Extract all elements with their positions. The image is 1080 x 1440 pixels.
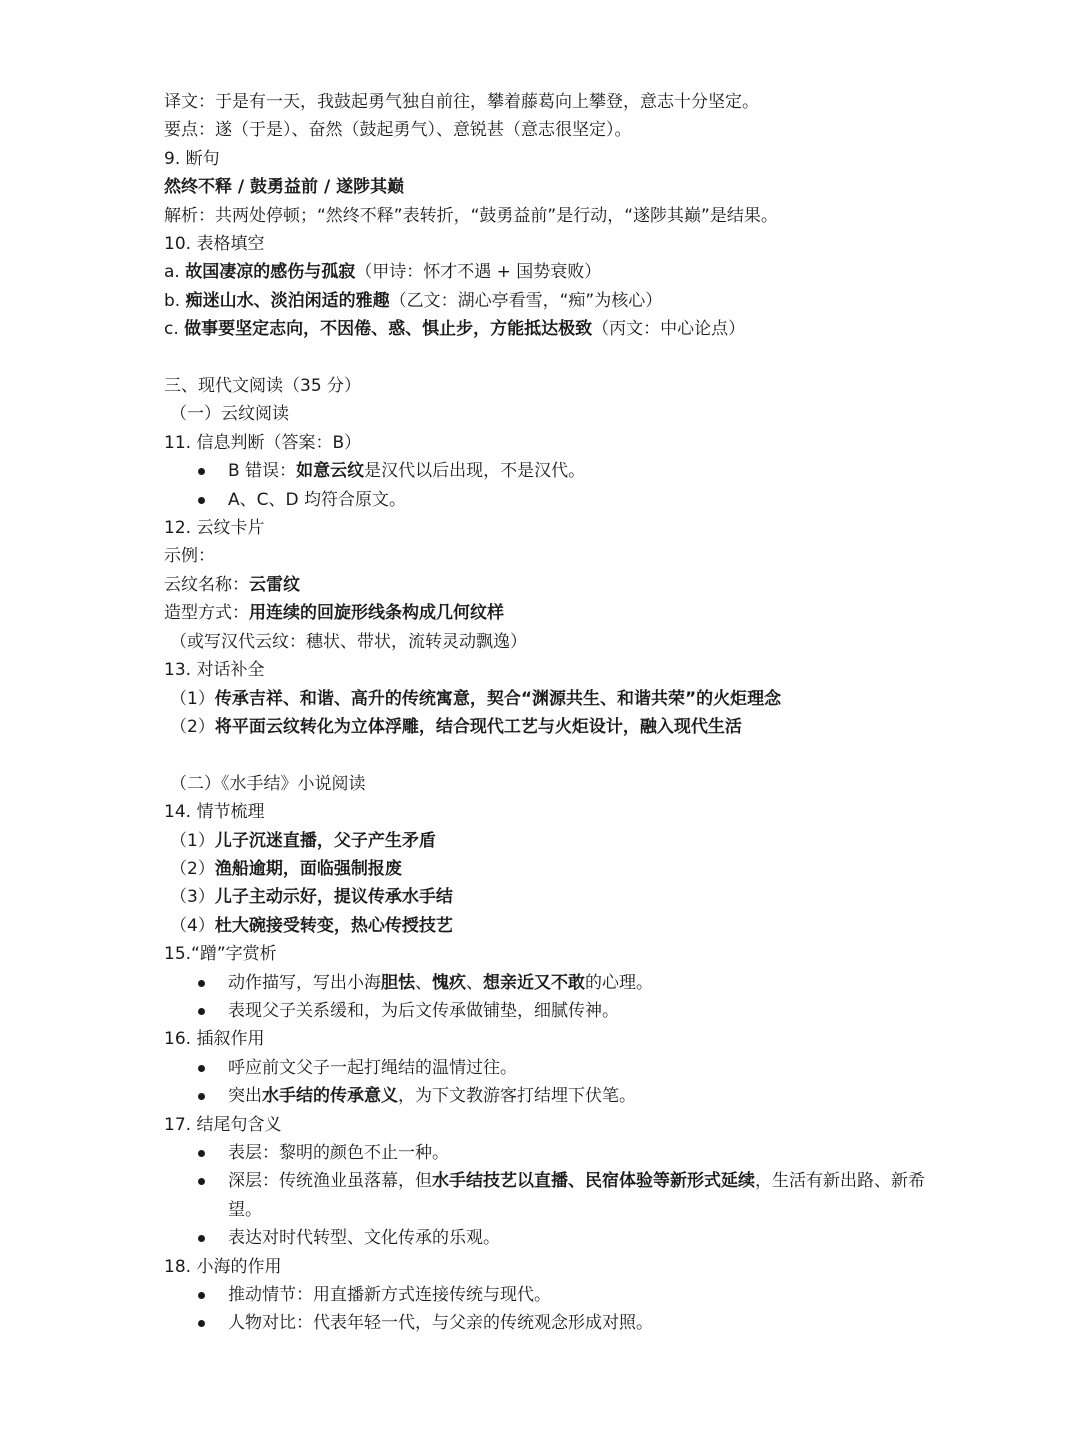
bullet-item bbox=[164, 486, 934, 514]
text-line bbox=[164, 429, 934, 457]
text-segment: 人物对比：代表年轻一代，与父亲的传统观念形成对照。 bbox=[228, 1313, 653, 1334]
text-segment: ，生活有新出路、新希望。 bbox=[228, 1171, 925, 1220]
text-line bbox=[164, 202, 934, 230]
text-line bbox=[164, 315, 934, 343]
bold-answer-text: 想亲近又不敢 bbox=[483, 972, 585, 993]
text-segment: 呼应前文父子一起打绳结的温情过往。 bbox=[228, 1057, 517, 1078]
bullet-item bbox=[164, 1224, 934, 1252]
text-line bbox=[164, 372, 934, 400]
bullet-dot-icon bbox=[198, 1093, 205, 1100]
bold-answer-text: 渔船逾期，面临强制报废 bbox=[214, 858, 402, 879]
text-line bbox=[164, 883, 934, 911]
bullet-item bbox=[164, 997, 934, 1025]
text-segment: 深层：传统渔业虽落幕，但 bbox=[228, 1171, 432, 1192]
text-line bbox=[164, 628, 934, 656]
bullet-dot-icon bbox=[198, 1150, 205, 1157]
text-line bbox=[164, 912, 934, 940]
text-segment: a. bbox=[164, 262, 186, 283]
bold-answer-text: 云雷纹 bbox=[249, 574, 300, 595]
text-segment: 译文：于是有一天，我鼓起勇气独自前往，攀着藤葛向上攀登，意志十分坚定。 bbox=[164, 92, 759, 112]
text-segment: ，为下文教游客打结埋下伏笔。 bbox=[398, 1086, 636, 1107]
text-segment: 的心理。 bbox=[585, 972, 653, 993]
bold-answer-text: 做事要坚定志向，不因倦、惑、惧止步，方能抵达极致 bbox=[184, 319, 593, 340]
bullet-text bbox=[228, 1224, 934, 1252]
text-segment: b. bbox=[164, 290, 186, 311]
bold-answer-text: 将平面云纹转化为立体浮雕，结合现代工艺与火炬设计，融入现代生活 bbox=[214, 716, 742, 737]
text-segment: （1） bbox=[170, 688, 215, 709]
text-line bbox=[164, 542, 934, 570]
text-segment: （一）云纹阅读 bbox=[170, 404, 289, 425]
text-segment: （甲诗：怀才不遇 + 国势衰败） bbox=[355, 262, 602, 283]
text-line bbox=[164, 1253, 934, 1281]
text-segment: 动作描写，写出小海 bbox=[228, 972, 381, 993]
bullet-text bbox=[228, 1309, 934, 1337]
bold-answer-text: 如意云纹 bbox=[296, 461, 365, 482]
text-segment: （乙文：湖心亭看雪，“痴”为核心） bbox=[389, 290, 663, 311]
text-line bbox=[164, 1025, 934, 1053]
blank-line bbox=[164, 741, 934, 769]
bullet-text bbox=[228, 486, 934, 514]
text-segment: 、 bbox=[466, 972, 483, 993]
text-segment: （2） bbox=[170, 716, 215, 737]
text-segment: 11. 信息判断（答案：B） bbox=[164, 432, 362, 453]
text-segment: 三、现代文阅读（35 分） bbox=[164, 376, 362, 397]
bullet-item bbox=[164, 1054, 934, 1082]
text-segment: 12. 云纹卡片 bbox=[164, 518, 265, 539]
text-segment: 表现父子关系缓和，为后文传承做铺垫，细腻传神。 bbox=[228, 1000, 619, 1021]
answer-sheet-content bbox=[164, 88, 934, 1338]
text-segment: 18. 小海的作用 bbox=[164, 1256, 282, 1277]
bullet-text bbox=[228, 997, 934, 1025]
bullet-item bbox=[164, 1281, 934, 1309]
bold-answer-text: 胆怯 bbox=[381, 972, 415, 993]
text-line bbox=[164, 599, 934, 627]
text-segment: 、 bbox=[415, 972, 432, 993]
text-line bbox=[164, 400, 934, 428]
text-segment: 9. 断句 bbox=[164, 148, 220, 169]
text-line bbox=[164, 855, 934, 883]
bullet-dot-icon bbox=[198, 980, 205, 987]
text-line bbox=[164, 514, 934, 542]
text-segment: 15.“蹭”字赏析 bbox=[164, 944, 277, 965]
text-line bbox=[164, 173, 934, 201]
text-segment: （1） bbox=[170, 830, 215, 851]
bold-answer-text: 水手结技艺以直播、民宿体验等新形式延续 bbox=[432, 1171, 755, 1192]
bold-answer-text: 传承吉祥、和谐、高升的传统寓意，契合“渊源共生、和谐共荣”的火炬理念 bbox=[214, 688, 782, 709]
text-line bbox=[164, 798, 934, 826]
bold-answer-text: 杜大碗接受转变，热心传授技艺 bbox=[214, 915, 453, 936]
bullet-item bbox=[164, 457, 934, 485]
bullet-dot-icon bbox=[198, 1178, 205, 1185]
text-segment: （3） bbox=[170, 887, 215, 908]
text-segment: 16. 插叙作用 bbox=[164, 1029, 265, 1050]
bullet-text bbox=[228, 1139, 934, 1167]
bullet-text bbox=[228, 1054, 934, 1082]
text-line bbox=[164, 770, 934, 798]
text-line bbox=[164, 656, 934, 684]
bullet-dot-icon bbox=[198, 468, 205, 475]
text-line bbox=[164, 685, 934, 713]
bullet-text bbox=[228, 1167, 934, 1224]
bullet-text bbox=[228, 969, 934, 997]
text-segment: 14. 情节梳理 bbox=[164, 802, 265, 823]
text-segment: 表达对时代转型、文化传承的乐观。 bbox=[228, 1228, 500, 1249]
text-segment: 推动情节：用直播新方式连接传统与现代。 bbox=[228, 1285, 551, 1306]
text-segment: （或写汉代云纹：穗状、带状，流转灵动飘逸） bbox=[170, 631, 527, 652]
bold-answer-text: 故国凄凉的感伤与孤寂 bbox=[185, 262, 356, 283]
bullet-item bbox=[164, 1139, 934, 1167]
text-line bbox=[164, 940, 934, 968]
text-segment: 17. 结尾句含义 bbox=[164, 1114, 282, 1135]
text-line bbox=[164, 287, 934, 315]
text-segment: A、C、D 均符合原文。 bbox=[228, 489, 406, 510]
text-segment: 10. 表格填空 bbox=[164, 234, 265, 255]
text-line bbox=[164, 571, 934, 599]
text-segment: 云纹名称： bbox=[164, 574, 249, 595]
bold-answer-text: 儿子主动示好，提议传承水手结 bbox=[214, 887, 453, 908]
blank-line bbox=[164, 344, 934, 372]
text-segment: （4） bbox=[170, 915, 215, 936]
text-segment: 突出 bbox=[228, 1086, 262, 1107]
text-line bbox=[164, 230, 934, 258]
text-segment: 13. 对话补全 bbox=[164, 660, 265, 681]
text-segment: 示例： bbox=[164, 546, 215, 567]
bold-answer-text: 水手结的传承意义 bbox=[262, 1086, 398, 1107]
text-segment: （丙文：中心论点） bbox=[592, 319, 746, 340]
bullet-dot-icon bbox=[198, 1320, 205, 1327]
text-segment: B 错误： bbox=[228, 461, 297, 482]
text-line bbox=[164, 258, 934, 286]
text-line bbox=[164, 116, 934, 144]
text-line bbox=[164, 713, 934, 741]
text-segment: （二）《水手结》小说阅读 bbox=[170, 773, 366, 794]
text-line bbox=[164, 145, 934, 173]
bullet-dot-icon bbox=[198, 497, 205, 504]
text-segment: 解析：共两处停顿；“然终不释”表转折，“鼓勇益前”是行动，“遂陟其巅”是结果。 bbox=[164, 205, 778, 226]
bullet-text bbox=[228, 457, 934, 485]
text-segment: 是汉代以后出现，不是汉代。 bbox=[364, 461, 586, 482]
bullet-item bbox=[164, 1082, 934, 1110]
text-segment: 造型方式： bbox=[164, 603, 249, 624]
bold-answer-text: 愧疚 bbox=[432, 972, 466, 993]
bold-answer-text: 用连续的回旋形线条构成几何纹样 bbox=[249, 603, 504, 624]
text-segment: （2） bbox=[170, 858, 215, 879]
bold-answer-text: 儿子沉迷直播，父子产生矛盾 bbox=[214, 830, 436, 851]
bullet-dot-icon bbox=[198, 1235, 205, 1242]
text-line bbox=[164, 88, 934, 116]
bullet-item bbox=[164, 969, 934, 997]
text-segment: 要点：遂（于是）、奋然（鼓起勇气）、意锐甚（意志很坚定）。 bbox=[164, 120, 632, 141]
bullet-item bbox=[164, 1167, 934, 1224]
bullet-dot-icon bbox=[198, 1065, 205, 1072]
text-segment: c. bbox=[164, 319, 185, 340]
bullet-dot-icon bbox=[198, 1292, 205, 1299]
text-segment: 表层：黎明的颜色不止一种。 bbox=[228, 1143, 449, 1163]
bullet-text bbox=[228, 1281, 934, 1309]
bold-answer-text: 痴迷山水、淡泊闲适的雅趣 bbox=[185, 290, 390, 311]
bullet-text bbox=[228, 1082, 934, 1110]
text-line bbox=[164, 1111, 934, 1139]
bullet-dot-icon bbox=[198, 1008, 205, 1015]
bullet-item bbox=[164, 1309, 934, 1337]
bold-answer-text: 然终不释 / 鼓勇益前 / 遂陟其巅 bbox=[164, 177, 405, 198]
text-line bbox=[164, 827, 934, 855]
